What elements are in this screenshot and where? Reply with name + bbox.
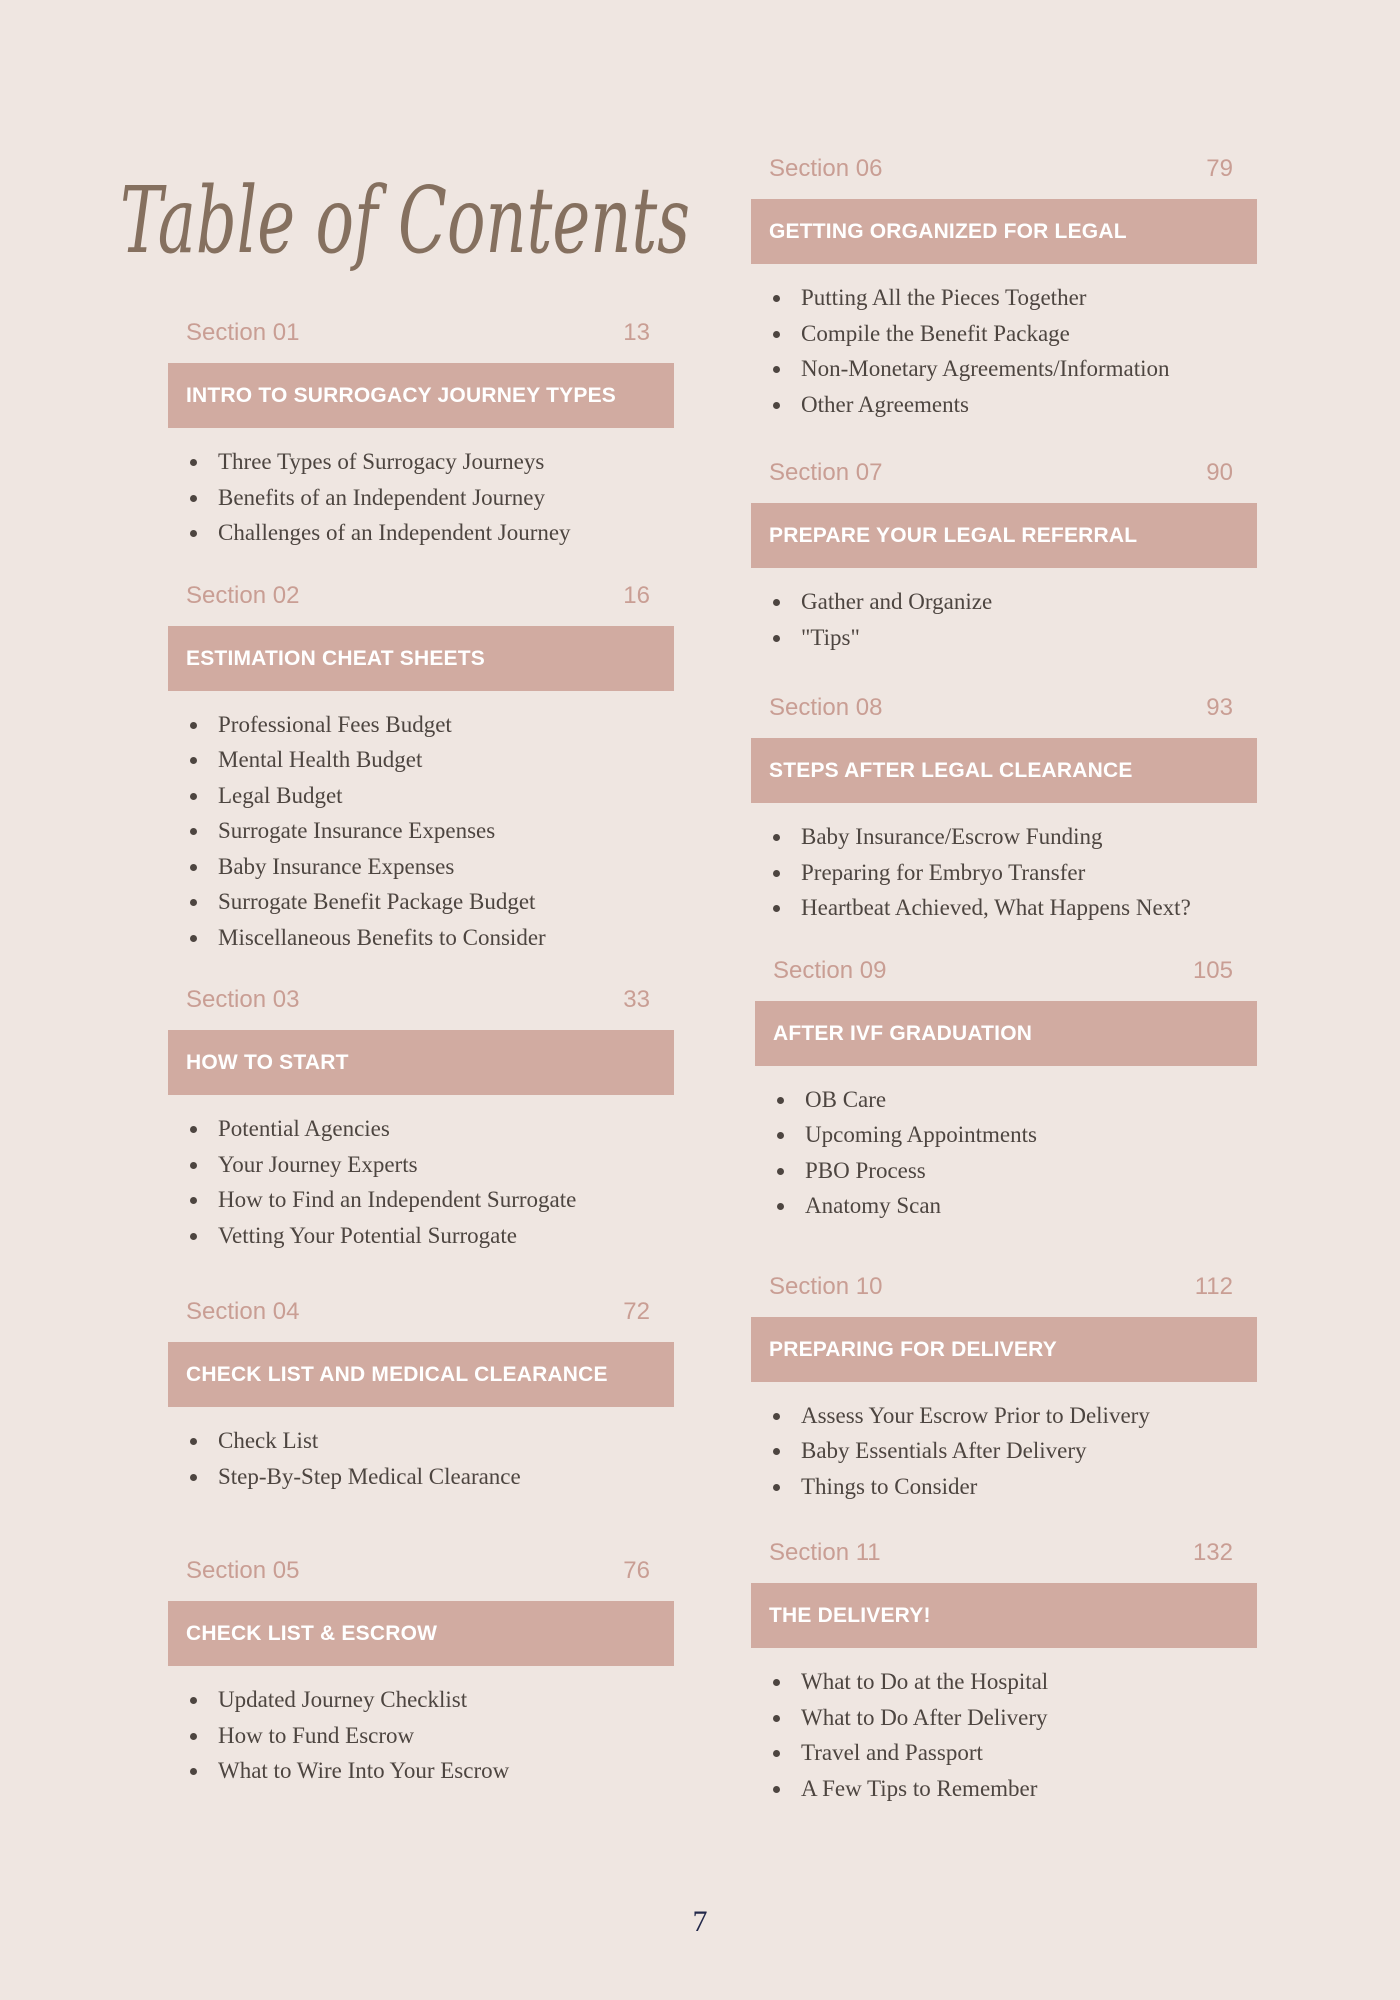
section-header [755, 956, 1257, 986]
list-item: Assess Your Escrow Prior to Delivery [769, 1398, 1257, 1434]
section-header [751, 154, 1257, 184]
section-label: Section 08 [769, 694, 883, 721]
section-heading: CHECK LIST & ESCROW [168, 1601, 674, 1666]
list-item: Three Types of Surrogacy Journeys [186, 444, 674, 480]
section-label: Section 02 [186, 581, 300, 609]
list-item: What to Wire Into Your Escrow [186, 1753, 674, 1789]
section-item-list [751, 1664, 1257, 1806]
section-header [751, 458, 1257, 488]
toc-section [751, 1538, 1257, 1806]
section-header [168, 1297, 674, 1327]
page-title [120, 130, 700, 310]
section-label: Section 05 [186, 1557, 300, 1584]
toc-section [751, 693, 1257, 926]
toc-section [168, 318, 674, 551]
list-item: What to Do at the Hospital [769, 1664, 1257, 1700]
list-item: Compile the Benefit Package [769, 316, 1257, 352]
section-item-list [168, 444, 674, 551]
section-heading: THE DELIVERY! [751, 1583, 1257, 1648]
list-item: Things to Consider [769, 1469, 1257, 1505]
list-item: Baby Insurance/Escrow Funding [769, 819, 1257, 855]
section-item-list [755, 1082, 1257, 1224]
list-item: Heartbeat Achieved, What Happens Next? [769, 890, 1257, 926]
section-label: Section 01 [186, 319, 300, 346]
list-item: OB Care [773, 1082, 1257, 1118]
list-item: How to Find an Independent Surrogate [186, 1182, 674, 1218]
section-header [751, 1538, 1257, 1568]
list-item: Potential Agencies [186, 1111, 674, 1147]
section-item-list [751, 584, 1257, 655]
section-page-number: 13 [623, 319, 650, 346]
section-label: Section 03 [186, 986, 300, 1013]
section-item-list [751, 280, 1257, 422]
list-item: Upcoming Appointments [773, 1117, 1257, 1153]
section-heading: GETTING ORGANIZED FOR LEGAL [751, 199, 1257, 264]
list-item: Legal Budget [186, 778, 674, 814]
page-number: 7 [692, 1905, 708, 1938]
section-header [751, 1272, 1257, 1302]
section-page-number: 90 [1206, 459, 1233, 486]
list-item: Gather and Organize [769, 584, 1257, 620]
section-heading: HOW TO START [168, 1030, 674, 1095]
list-item: Baby Insurance Expenses [186, 849, 674, 885]
list-item: Other Agreements [769, 387, 1257, 423]
section-item-list [168, 1111, 674, 1253]
section-page-number: 16 [623, 581, 650, 609]
toc-section [168, 581, 674, 956]
section-header [168, 1556, 674, 1586]
list-item: Professional Fees Budget [186, 707, 674, 743]
toc-section [751, 458, 1257, 655]
toc-section [755, 956, 1257, 1224]
section-heading: PREPARE YOUR LEGAL REFERRAL [751, 503, 1257, 568]
section-label: Section 07 [769, 459, 883, 486]
list-item: Travel and Passport [769, 1735, 1257, 1771]
section-heading: INTRO TO SURROGACY JOURNEY TYPES [168, 363, 674, 428]
section-item-list [168, 707, 674, 956]
list-item: Miscellaneous Benefits to Consider [186, 920, 674, 956]
toc-section [751, 1272, 1257, 1505]
section-header [168, 581, 674, 611]
section-header [168, 318, 674, 348]
list-item: Updated Journey Checklist [186, 1682, 674, 1718]
section-label: Section 10 [769, 1272, 883, 1300]
section-page-number: 105 [1192, 956, 1233, 984]
list-item: Surrogate Benefit Package Budget [186, 884, 674, 920]
list-item: Vetting Your Potential Surrogate [186, 1218, 674, 1254]
section-heading: ESTIMATION CHEAT SHEETS [168, 626, 674, 691]
section-item-list [751, 1398, 1257, 1505]
list-item: Baby Essentials After Delivery [769, 1433, 1257, 1469]
list-item: A Few Tips to Remember [769, 1771, 1257, 1807]
section-page-number: 93 [1206, 694, 1233, 721]
list-item: Check List [186, 1423, 674, 1459]
toc-section [168, 1297, 674, 1494]
list-item: Surrogate Insurance Expenses [186, 813, 674, 849]
section-header [751, 693, 1257, 723]
section-header [168, 985, 674, 1015]
list-item: Benefits of an Independent Journey [186, 480, 674, 516]
section-heading: AFTER IVF GRADUATION [755, 1001, 1257, 1066]
section-page-number: 79 [1206, 155, 1233, 182]
left-column [168, 318, 674, 1789]
list-item: Preparing for Embryo Transfer [769, 855, 1257, 891]
toc-section [168, 985, 674, 1253]
list-item: Challenges of an Independent Journey [186, 515, 674, 551]
list-item: Putting All the Pieces Together [769, 280, 1257, 316]
list-item: Anatomy Scan [773, 1188, 1257, 1224]
section-page-number: 72 [623, 1298, 650, 1325]
section-page-number: 76 [623, 1557, 650, 1584]
list-item: Mental Health Budget [186, 742, 674, 778]
toc-section [751, 154, 1257, 422]
title-text: Table of Contents [120, 167, 690, 274]
list-item: Non-Monetary Agreements/Information [769, 351, 1257, 387]
section-item-list [168, 1682, 674, 1789]
list-item: PBO Process [773, 1153, 1257, 1189]
section-page-number: 112 [1194, 1272, 1233, 1300]
section-page-number: 132 [1192, 1539, 1233, 1566]
section-heading: STEPS AFTER LEGAL CLEARANCE [751, 738, 1257, 803]
section-heading: CHECK LIST AND MEDICAL CLEARANCE [168, 1342, 674, 1407]
list-item: What to Do After Delivery [769, 1700, 1257, 1736]
section-label: Section 09 [773, 956, 887, 984]
toc-section [168, 1556, 674, 1789]
list-item: "Tips" [769, 620, 1257, 656]
right-column [751, 154, 1257, 1806]
section-label: Section 11 [769, 1539, 881, 1566]
section-heading: PREPARING FOR DELIVERY [751, 1317, 1257, 1382]
section-label: Section 06 [769, 155, 883, 182]
section-item-list [168, 1423, 674, 1494]
section-label: Section 04 [186, 1298, 300, 1325]
list-item: Your Journey Experts [186, 1147, 674, 1183]
section-item-list [751, 819, 1257, 926]
list-item: Step-By-Step Medical Clearance [186, 1459, 674, 1495]
section-page-number: 33 [623, 986, 650, 1013]
list-item: How to Fund Escrow [186, 1718, 674, 1754]
